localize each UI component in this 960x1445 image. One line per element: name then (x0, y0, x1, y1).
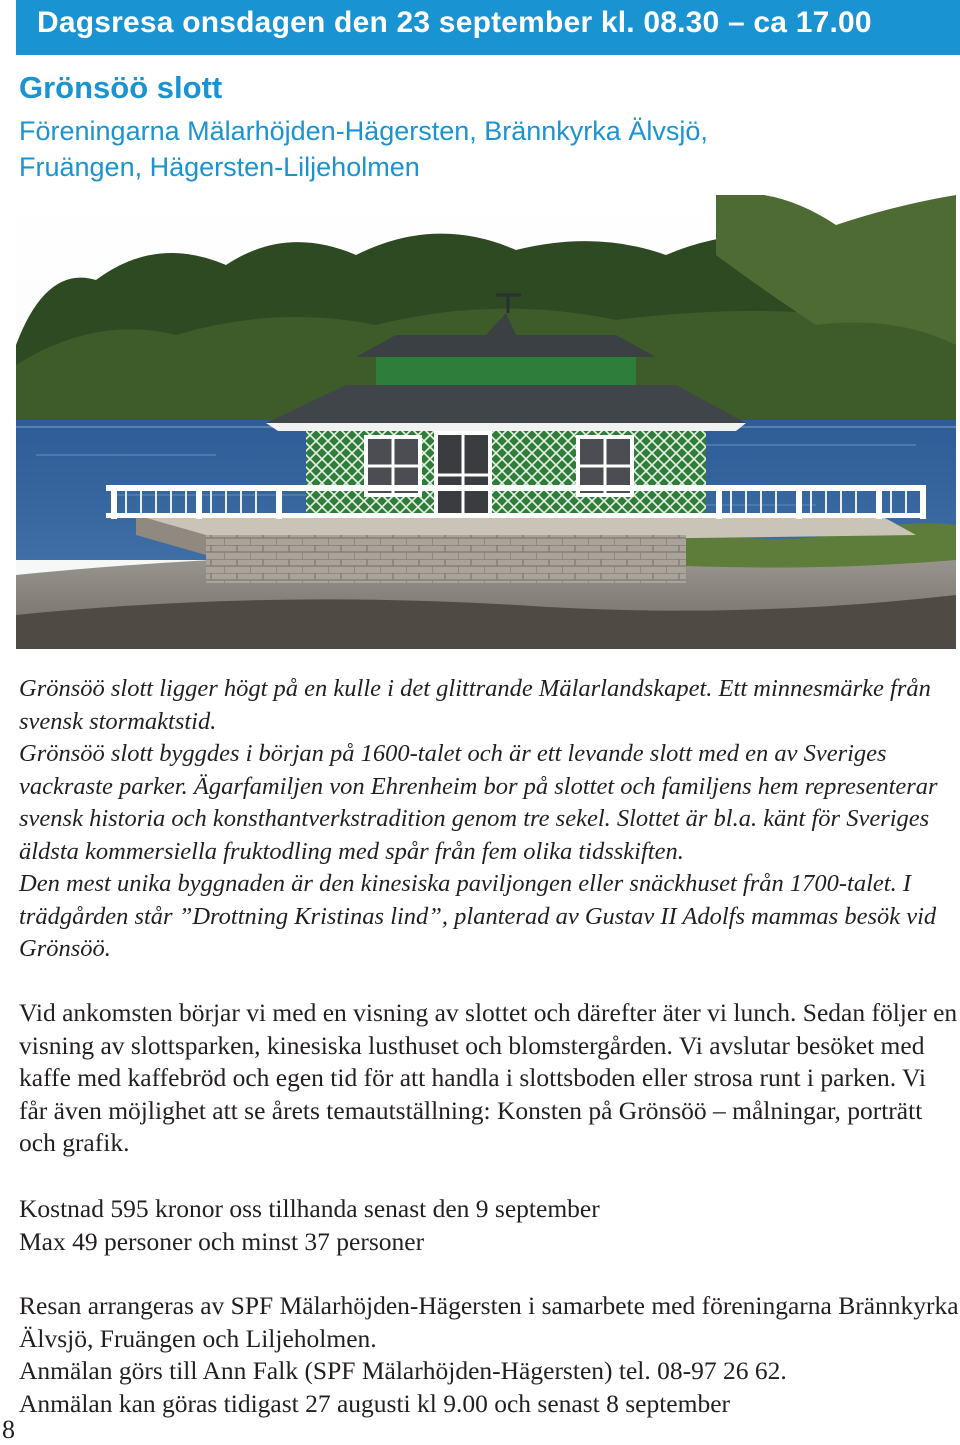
page-title: Grönsöö slott (19, 70, 223, 105)
cost-line: Kostnad 595 kronor oss tillhanda senast den 9 september (19, 1194, 600, 1223)
intro-paragraph-2: Grönsöö slott byggdes i början på 1600-talet och är ett levande slott med en av Sveriges vackraste parker. Ägarfamiljen von Ehrenheim bor på slottet och familjens hem representerar svensk historia och konsthantverkstradition genom tre sekel. Slottet är bl.a. känt för Sveriges äldsta kommersiella fruktodling med spår från fem olika tidsskiften. (19, 740, 938, 865)
program-section (19, 997, 959, 1160)
page-subtitle (19, 113, 919, 185)
intro-text (19, 673, 954, 966)
subtitle-line-2: Fruängen, Hägersten-Liljeholmen (19, 152, 420, 182)
arranger-paragraph: Resan arrangeras av SPF Mälarhöjden-Hägersten i samarbete med föreningarna Brännkyrka Älvsjö, Fruängen och Liljeholmen. (19, 1291, 959, 1353)
header-banner (16, 0, 960, 55)
program-paragraph: Vid ankomsten börjar vi med en visning av slottet och därefter äter vi lunch. Sedan följer en visning av slottsparken, kinesiska lusthuset och blomstergården. Vi avslutar besöket med kaffe med kaffebröd och egen tid för att handla i slottsboden eller strosa runt i parken. Vi får även möjlighet att se årets temautställning: Konsten på Grönsöö – målningar, porträtt och grafik. (19, 998, 958, 1157)
intro-paragraph-1: Grönsöö slott ligger högt på en kulle i det glittrande Mälarlandskapet. Ett minnesmärke från svensk stormaktstid. (19, 675, 931, 735)
pavilion-photo (16, 195, 956, 649)
subtitle-line-1: Föreningarna Mälarhöjden-Hägersten, Brännkyrka Älvsjö, (19, 116, 708, 146)
registration-contact: Anmälan görs till Ann Falk (SPF Mälarhöjden-Hägersten) tel. 08-97 26 62. (19, 1356, 787, 1385)
registration-dates: Anmälan kan göras tidigast 27 augusti kl 9.00 och senast 8 september (19, 1388, 731, 1418)
page-number: 8 (2, 1415, 15, 1444)
cost-section (19, 1193, 959, 1258)
intro-paragraph-3: Den mest unika byggnaden är den kinesiska paviljongen eller snäckhuset från 1700-talet. I trädgården står ”Drottning Kristinas lind”, planterad av Gustav II Adolfs mammas besök vid Grönsöö. (19, 870, 937, 962)
arrangement-section (19, 1290, 959, 1420)
participants-line: Max 49 personer och minst 37 personer (19, 1226, 425, 1256)
banner-title: Dagsresa onsdagen den 23 september kl. 08.30 – ca 17.00 (37, 6, 872, 39)
